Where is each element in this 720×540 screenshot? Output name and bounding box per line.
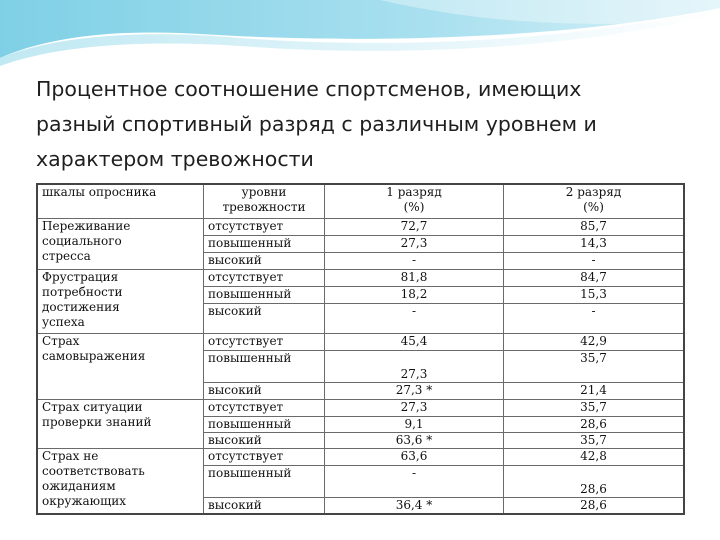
rank1-cell: 72,7 (325, 218, 504, 235)
rank2-cell: 42,9 (504, 333, 685, 350)
level-cell: отсутствует (204, 333, 325, 350)
level-cell: отсутствует (204, 399, 325, 416)
level-cell: отсутствует (204, 269, 325, 286)
rank1-cell: 27,3 (325, 399, 504, 416)
table-row (37, 333, 684, 350)
rank2-cell: 21,4 (504, 382, 685, 399)
slide-title (36, 72, 696, 177)
rank2-cell: - (504, 303, 685, 333)
level-cell: отсутствует (204, 218, 325, 235)
table-row (37, 448, 684, 465)
rank1-cell: 63,6 * (325, 432, 504, 448)
title-line-1: Процентное соотношение спортсменов, имеющих (36, 77, 582, 101)
level-cell: высокий (204, 252, 325, 269)
rank1-cell: - (325, 465, 504, 497)
rank1-cell: 36,4 * (325, 497, 504, 514)
rank1-cell: 27,3 (325, 235, 504, 252)
level-cell: высокий (204, 497, 325, 514)
rank1-cell: - (325, 303, 504, 333)
anxiety-table (36, 183, 685, 515)
rank2-cell: 84,7 (504, 269, 685, 286)
rank1-cell: 27,3 (325, 350, 504, 382)
scale-cell: Страх самовыражения (37, 333, 204, 399)
rank2-cell: 28,6 (504, 465, 685, 497)
table-row (37, 399, 684, 416)
table-row (37, 269, 684, 286)
rank2-cell: 15,3 (504, 286, 685, 303)
rank1-cell: 63,6 (325, 448, 504, 465)
level-cell: повышенный (204, 465, 325, 497)
rank2-cell: 35,7 (504, 399, 685, 416)
rank1-cell: 9,1 (325, 416, 504, 432)
rank1-cell: 45,4 (325, 333, 504, 350)
table-row (37, 218, 684, 235)
level-cell: повышенный (204, 235, 325, 252)
level-cell: повышенный (204, 286, 325, 303)
rank2-cell: - (504, 252, 685, 269)
level-cell: высокий (204, 432, 325, 448)
scale-cell: Страх ситуации проверки знаний (37, 399, 204, 448)
rank1-cell: 27,3 * (325, 382, 504, 399)
header-scale: шкалы опросника (37, 184, 204, 218)
scale-cell: Фрустрация потребности достижения успеха (37, 269, 204, 333)
rank2-cell: 85,7 (504, 218, 685, 235)
level-cell: высокий (204, 382, 325, 399)
rank2-cell: 42,8 (504, 448, 685, 465)
header-rank-2: 2 разряд (%) (504, 184, 685, 218)
scale-cell: Страх не соответствовать ожиданиям окружающих (37, 448, 204, 514)
rank1-cell: 18,2 (325, 286, 504, 303)
title-line-2: разный спортивный разряд с различным уровнем и (36, 112, 597, 136)
scale-cell: Переживание социального стресса (37, 218, 204, 269)
rank2-cell: 35,7 (504, 432, 685, 448)
level-cell: отсутствует (204, 448, 325, 465)
title-line-3: характером тревожности (36, 147, 314, 171)
rank1-cell: 81,8 (325, 269, 504, 286)
header-swoosh-decoration (0, 0, 720, 80)
rank2-cell: 28,6 (504, 416, 685, 432)
rank2-cell: 14,3 (504, 235, 685, 252)
header-level: уровни тревожности (204, 184, 325, 218)
rank2-cell: 28,6 (504, 497, 685, 514)
rank1-cell: - (325, 252, 504, 269)
level-cell: повышенный (204, 416, 325, 432)
rank2-cell: 35,7 (504, 350, 685, 382)
table-header-row (37, 184, 684, 218)
level-cell: высокий (204, 303, 325, 333)
header-rank-1: 1 разряд (%) (325, 184, 504, 218)
level-cell: повышенный (204, 350, 325, 382)
